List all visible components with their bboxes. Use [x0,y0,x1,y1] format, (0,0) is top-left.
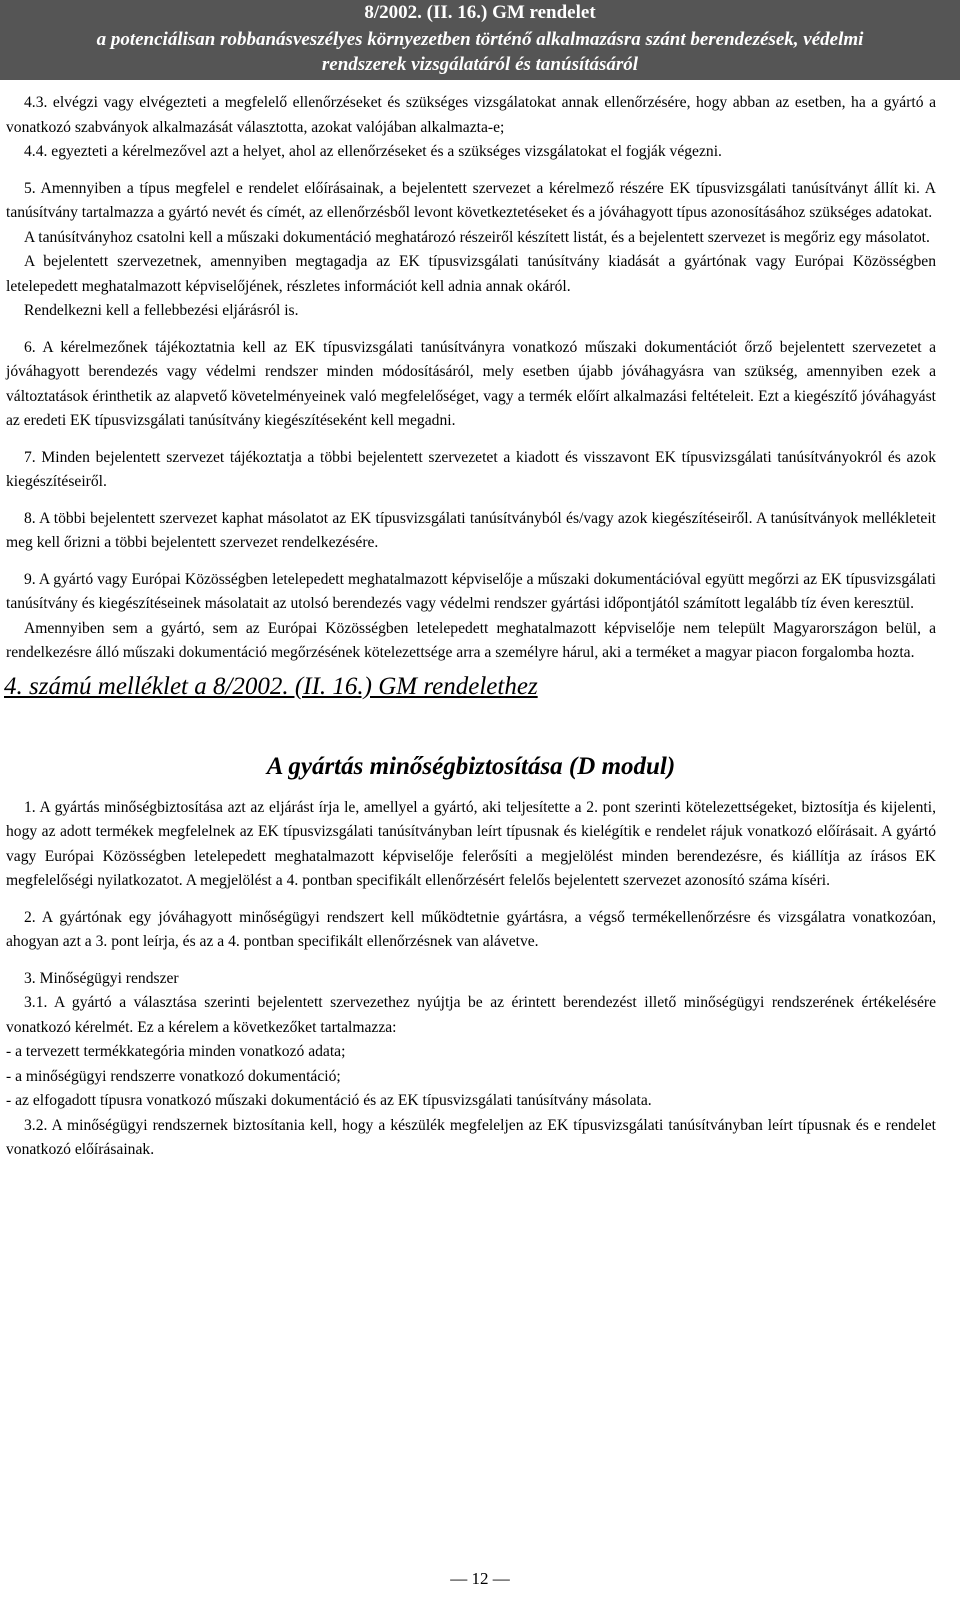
paragraph-5-attachment: A tanúsítványhoz csatolni kell a műszaki dokumentáció meghatározó részeiről készített listát, és a bejelentett szervezet is megőriz egy másolatot. [24,228,930,246]
page-header [0,0,960,80]
header-regulation-title-cont: rendszerek vizsgálatáról és tanúsításáról [321,54,639,75]
list-item: - az elfogadott típusra vonatkozó műszaki dokumentáció és az EK típusvizsgálati tanúsítvány másolata. [6,1092,652,1109]
paragraph-4-3: 4.3. elvégzi vagy elvégezteti a megfelelő ellenőrzéseket és szükséges vizsgálatokat annak ellenőrzésére, hogy abban az esetben, ha a gyártó a vonatkozó szabványok alkalmazását választotta, azokat valójában alkalmazta-e; [6,94,936,136]
module-title: A gyártás minőségbiztosítása (D modul) [266,752,676,780]
annex-title: 4. számú melléklet a 8/2002. (II. 16.) GM rendelethez [4,672,538,700]
paragraph-7: 7. Minden bejelentett szervezet tájékoztatja a többi bejelentett szervezetet a kiadott és visszavont EK típusvizsgálati tanúsítványokról és azok kiegészítéseiről. [6,448,936,490]
module-paragraph-3-2: 3.2. A minőségügyi rendszernek biztosítania kell, hogy a készülék megfeleljen az EK típusvizsgálati tanúsítványban leírt típusnak és e rendelet vonatkozó előírásainak. [6,1116,936,1158]
module-paragraph-3-1: 3.1. A gyártó a választása szerinti bejelentett szervezethez nyújtja be az érintett berendezést illető minőségügyi rendszerének értékelésére vonatkozó kérelmét. Ez a kérelem a következőket tartalmazza: [6,994,936,1036]
list-item: - a minőségügyi rendszerre vonatkozó dokumentáció; [6,1067,341,1085]
module-section-3-heading: 3. Minőségügyi rendszer [24,969,179,987]
module-paragraph-1: 1. A gyártás minőségbiztosítása azt az eljárást írja le, amellyel a gyártó, aki teljesítette a 2. pont szerinti kötelezettségeket, biztosítja és kijelenti, hogy az adott termékek megfelelnek az EK típusvizsgálati tanúsítványban leírt típusnak és kielégítik e rendelet rájuk vonatkozó előírásait. A gyártó vagy Európai Közösségben letelepedett meghatalmazott képviselője felerősíti a megjelölést minden berendezésre, és kiállítja az írásos EK megfelelőségi nyilatkozatot. A megjelölést a 4. pontban specifikált ellenőrzésért felelős bejelentett szervezet azonosító száma kíséri. [6,798,936,889]
paragraph-5-appeal: Rendelkezni kell a fellebbezési eljárásról is. [24,302,299,319]
list-item: - a tervezett termékkategória minden vonatkozó adata; [6,1043,346,1060]
paragraph-9: 9. A gyártó vagy Európai Közösségben letelepedett meghatalmazott képviselője a műszaki dokumentációval együtt megőrzi az EK típusvizsgálati tanúsítvány és kiegészítéseinek másolatait az utolsó berendezés vagy védelmi rendszer gyártási időpontjától számított legalább tíz éven keresztül. [6,570,936,612]
paragraph-8: 8. A többi bejelentett szervezet kaphat másolatot az EK típusvizsgálati tanúsítványból és/vagy azok kiegészítéseiről. A tanúsítványok mellékleteit meg kell őrizni a többi bejelentett szervezet rendelkezésére. [6,509,936,551]
paragraph-5-refusal: A bejelentett szervezetnek, amennyiben megtagadja az EK típusvizsgálati tanúsítvány kiadását a gyártónak vagy Európai Közösségben letelepedett meghatalmazott képviselőjének, részletes információt kell adnia annak okáról. [6,253,936,295]
paragraph-4-4: 4.4. egyezteti a kérelmezővel azt a helyet, ahol az ellenőrzéseket és a szükséges vizsgálatokat el fogják végezni. [24,143,722,160]
paragraph-9-responsibility: Amennyiben sem a gyártó, sem az Európai Közösségben letelepedett meghatalmazott képviselője nem települt Magyarországon belül, a rendelkezésre álló műszaki dokumentáció megőrzésének kötelezettsége arra a személyre hárul, aki a terméket a magyar piacon forgalomba hozta. [6,619,936,661]
header-regulation-title: a potenciálisan robbanásveszélyes környezetben történő alkalmazásra szánt berendezések, védelmi [96,29,864,50]
paragraph-5: 5. Amennyiben a típus megfelel e rendelet előírásainak, a bejelentett szervezet a kérelmező részére EK típusvizsgálati tanúsítványt állít ki. A tanúsítvány tartalmazza a gyártó nevét és címét, az ellenőrzésből levont következtetéseket és a jóváhagyott típus azonosításához szükséges adatokat. [6,179,936,221]
document-body [6,91,936,1163]
page-number: — 12 — [450,1569,510,1588]
paragraph-6: 6. A kérelmezőnek tájékoztatnia kell az EK típusvizsgálati tanúsítványra vonatkozó műszaki dokumentációt őrző bejelentett szervezetet a jóváhagyott berendezés vagy védelmi rendszer minden módosításáról, mely esetben újabb jóváhagyásra van szükség, amennyiben ezek a változtatások érinthetik az alapvető követelményeinek való megfelelőséget, vagy a termék előírt alkalmazási feltételeit. Ezt a kiegészítő jóváhagyást az eredeti EK típusvizsgálati tanúsítvány kiegészítéseként kell megadni. [6,338,936,429]
module-paragraph-2: 2. A gyártónak egy jóváhagyott minőségügyi rendszert kell működtetnie gyártásra, a végső termékellenőrzésre és vizsgálatra vonatkozóan, ahogyan azt a 3. pont leírja, és az a 4. pontban specifikált ellenőrzésnek van alávetve. [6,908,936,950]
header-regulation-number: 8/2002. (II. 16.) GM rendelet [364,2,596,23]
